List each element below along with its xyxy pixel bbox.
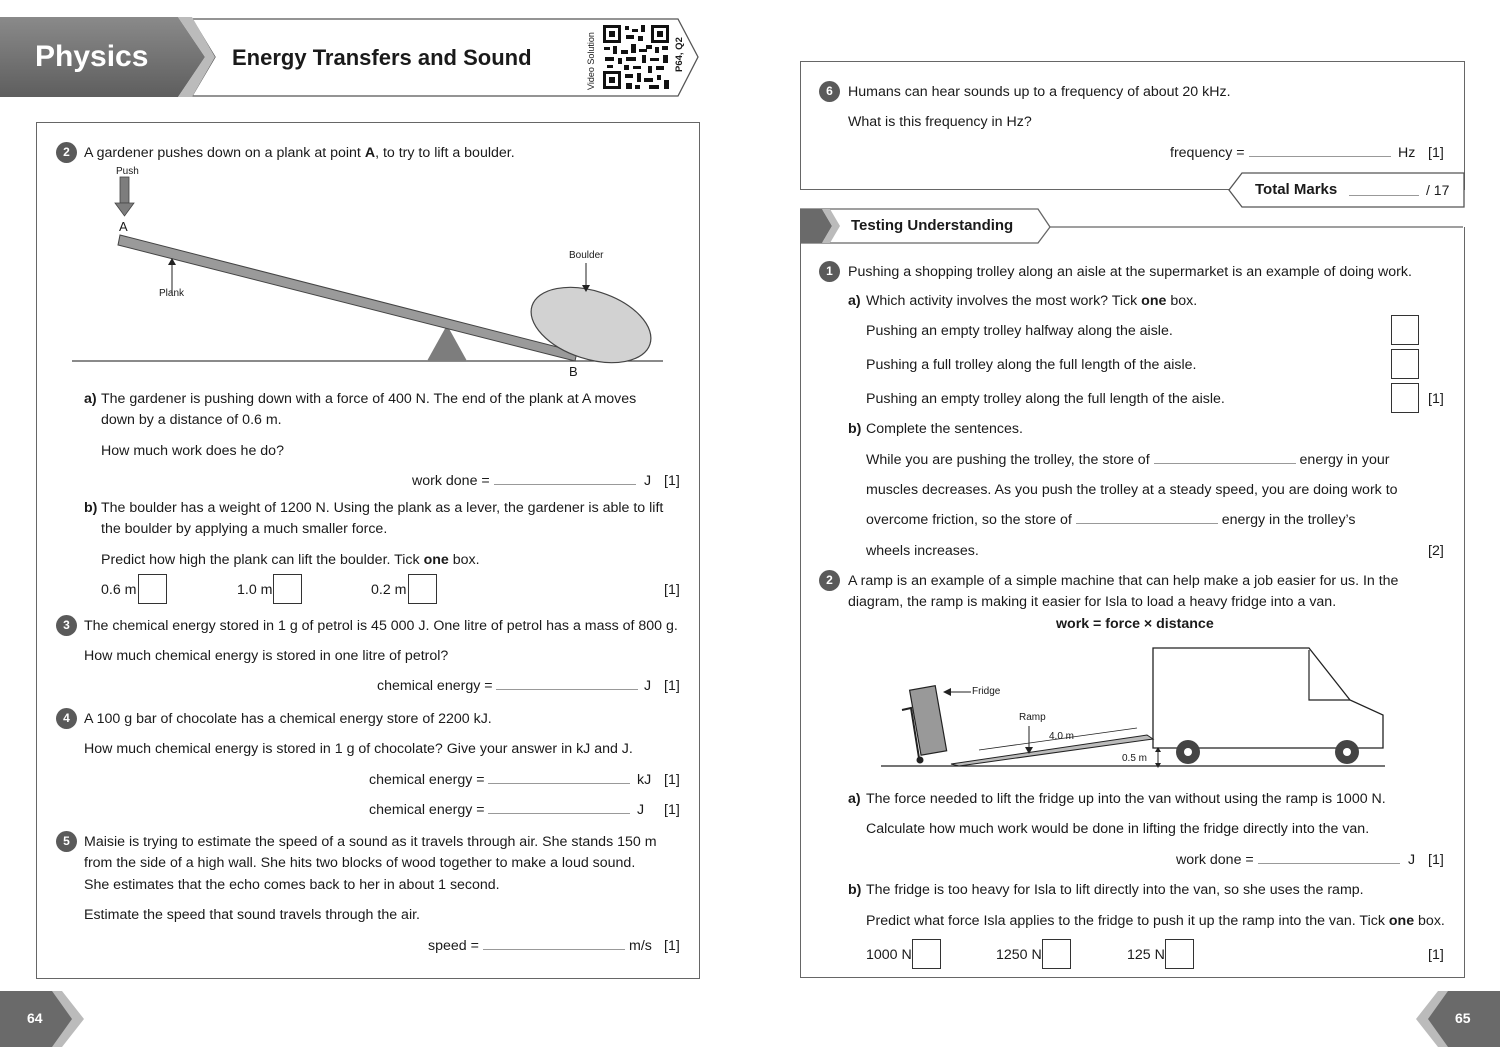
t2b-checkbox-0[interactable] [912,939,941,969]
answer-line[interactable] [483,948,625,950]
t2b-checkbox-1[interactable] [1042,939,1071,969]
tu-question-number-2: 2 [819,570,840,591]
subject-title: Physics [35,40,149,73]
t1a-option-1: Pushing a full trolley along the full length of the aisle. [866,357,1197,373]
t1b-line1: While you are pushing the trolley, the store of energy in your [866,452,1390,468]
q6-line2: What is this frequency in Hz? [848,114,1032,130]
t2b-line1: The fridge is too heavy for Isla to lift directly into the van, so she uses the ramp. [866,882,1364,898]
question-number-4: 4 [56,708,77,729]
q3-line1: The chemical energy stored in 1 g of petrol is 45 000 J. One litre of petrol has a mass of 800 g. [84,618,678,634]
q2b-option-0: 0.6 m [101,582,137,598]
q2b-line2: the boulder by applying a much smaller force. [101,521,388,537]
q2b-line1: The boulder has a weight of 1200 N. Using the plank as a lever, the gardener is able to lift [101,500,664,516]
q5-unit: m/s [629,938,652,954]
fridge-label: Fridge [972,686,1001,697]
t1a-instruction: Which activity involves the most work? Tick one box. [866,293,1198,309]
q2b-option-1: 1.0 m [237,582,273,598]
q2-stem: A gardener pushes down on a plank at point A, to try to lift a boulder. [84,145,515,161]
qr-caption: Video Solution [586,32,596,90]
answer-line[interactable] [488,812,630,814]
van-body [1153,648,1383,748]
blank-line[interactable] [1154,462,1296,464]
q4-line1: A 100 g bar of chocolate has a chemical energy store of 2200 kJ. [84,711,492,727]
q2a-question: How much work does he do? [101,443,284,459]
total-marks-line[interactable] [1349,194,1419,196]
q2a-marks: [1] [664,473,680,489]
t1a-label: a) [848,293,861,309]
t1a-checkbox-2[interactable] [1391,383,1419,413]
t1b-label: b) [848,421,862,437]
t2b-option-2: 125 N [1127,947,1165,963]
answer-line[interactable] [488,782,630,784]
tu-question-number-1: 1 [819,261,840,282]
t1-stem: Pushing a shopping trolley along an aisle at the supermarket is an example of doing work. [848,264,1412,280]
t1b-line2: muscles decreases. As you push the trolley at a steady speed, you are doing work to [866,482,1398,498]
question-number-2: 2 [56,142,77,163]
q4-unit-kj: kJ [637,772,652,788]
t2a-marks: [1] [1428,852,1444,868]
t1a-marks: [1] [1428,391,1444,407]
t1a-option-2: Pushing an empty trolley along the full length of the aisle. [866,391,1225,407]
t2-line1: A ramp is an example of a simple machine that can help make a job easier for us. In the [848,573,1399,589]
q3-unit: J [644,678,652,694]
point-a-label: A [119,219,128,234]
q6-line1: Humans can hear sounds up to a frequency of about 20 kHz. [848,84,1231,100]
page-number-64: 64 [27,1010,43,1026]
q5-line2: from the side of a high wall. She hits two blocks of wood together to make a loud sound. [84,855,636,871]
t2b-label: b) [848,882,862,898]
q2b-instruction: Predict how high the plank can lift the boulder. Tick one box. [101,552,480,568]
total-marks-value: / 17 [1426,182,1450,198]
t2a-answer-row: work done = [1176,851,1400,869]
q2a-unit: J [644,473,652,489]
t2a-line2: Calculate how much work would be done in lifting the fridge directly into the van. [866,821,1370,837]
q4-marks-j: [1] [664,802,680,818]
q2a-label: a) [84,391,97,407]
t2a-line1: The force needed to lift the fridge up into the van without using the ramp is 1000 N. [866,791,1386,807]
q5-line4: Estimate the speed that sound travels through the air. [84,907,420,923]
ramp-label: Ramp [1019,712,1046,723]
plank [118,235,577,361]
page-number-65: 65 [1455,1010,1471,1026]
topic-title: Energy Transfers and Sound [232,45,532,70]
boulder-label: Boulder [569,250,604,261]
section-title: Testing Understanding [851,217,1014,234]
t2b-instruction: Predict what force Isla applies to the fridge to push it up the ramp into the van. Tick one box. [866,913,1445,929]
q4-unit-j: J [637,802,645,818]
push-arrow [115,203,134,216]
ramp-length-label: 4.0 m [1049,731,1075,742]
q5-answer-row: speed = [428,937,625,955]
page-tab-left [0,991,86,1047]
q2a-answer-row: work done = [412,472,636,490]
q4-answer-row-j: chemical energy = [369,801,630,819]
q5-line1: Maisie is trying to estimate the speed of a sound as it travels through air. She stands 150 m [84,834,657,850]
t1a-checkbox-0[interactable] [1391,315,1419,345]
t2a-label: a) [848,791,861,807]
plank-label: Plank [159,288,185,299]
answer-line[interactable] [496,688,638,690]
fridge [910,686,947,756]
q3-line2: How much chemical energy is stored in one litre of petrol? [84,648,449,664]
ramp-height-label: 0.5 m [1122,753,1148,764]
total-marks-label: Total Marks [1255,181,1338,198]
q6-unit: Hz [1398,145,1416,161]
point-b-label: B [569,364,578,379]
t1b-marks: [2] [1428,543,1444,559]
q2b-checkbox-1[interactable] [273,574,302,604]
t2a-unit: J [1408,852,1416,868]
q2b-label: b) [84,500,98,516]
qr-code[interactable] [602,24,670,90]
t2-formula: work = force × distance [1056,616,1214,632]
t1b-line3: overcome friction, so the store of energy in the trolley’s [866,512,1356,528]
t2b-option-1: 1250 N [996,947,1042,963]
q4-line2: How much chemical energy is stored in 1 g of chocolate? Give your answer in kJ and J. [84,741,633,757]
q4-answer-row-kj: chemical energy = [369,771,630,789]
push-label: Push [116,166,139,177]
t1a-checkbox-1[interactable] [1391,349,1419,379]
q4-marks-kj: [1] [664,772,680,788]
q3-answer-row: chemical energy = [377,677,638,695]
q2a-line2: down by a distance of 0.6 m. [101,412,282,428]
q6-answer-row: frequency = [1170,144,1391,162]
q2b-checkbox-2[interactable] [408,574,437,604]
lever-diagram [60,165,680,380]
q2b-option-2: 0.2 m [371,582,407,598]
question-number-3: 3 [56,615,77,636]
question-number-5: 5 [56,831,77,852]
q3-marks: [1] [664,678,680,694]
qr-reference: P64, Q2 [674,37,685,72]
t2b-checkbox-2[interactable] [1165,939,1194,969]
answer-line[interactable] [1258,862,1400,864]
q6-marks: [1] [1428,145,1444,161]
blank-line[interactable] [1076,522,1218,524]
t1a-option-0: Pushing an empty trolley halfway along the aisle. [866,323,1173,339]
q5-marks: [1] [664,938,680,954]
t2b-option-0: 1000 N [866,947,912,963]
q2b-marks: [1] [664,582,680,598]
t1b-intro: Complete the sentences. [866,421,1023,437]
answer-line[interactable] [494,483,636,485]
answer-line[interactable] [1249,155,1391,157]
q2a-line1: The gardener is pushing down with a force of 400 N. The end of the plank at A moves [101,391,637,407]
t1b-line4: wheels increases. [866,543,979,559]
question-number-6: 6 [819,81,840,102]
q5-line3: She estimates that the echo comes back to her in about 1 second. [84,877,500,893]
t2b-marks: [1] [1428,947,1444,963]
t2-line2: diagram, the ramp is making it easier for Isla to load a heavy fridge into a van. [848,594,1337,610]
q2b-checkbox-0[interactable] [138,574,167,604]
